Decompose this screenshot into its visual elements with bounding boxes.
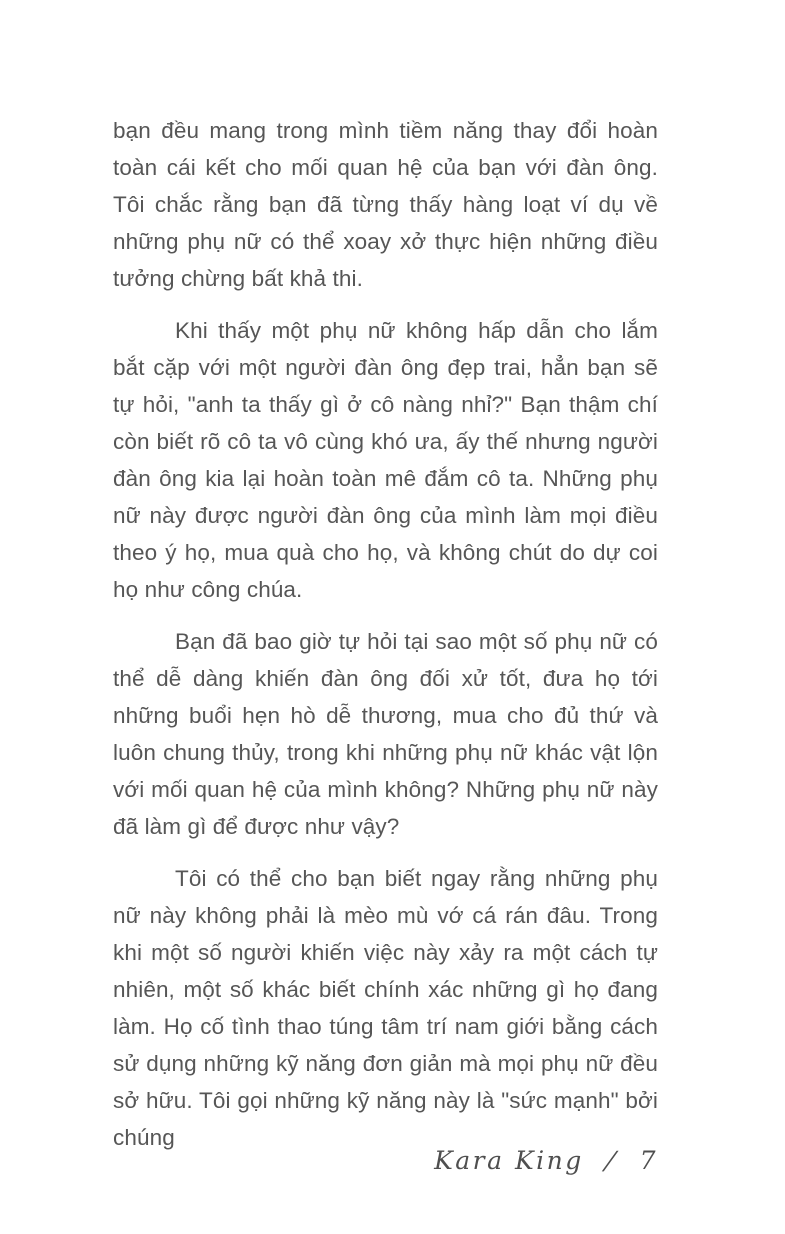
page-footer bbox=[434, 1146, 658, 1175]
paragraph: Tôi có thể cho bạn biết ngay rằng những phụ nữ này không phải là mèo mù vớ cá rán đâu. Trong khi một số người khiến việc này xảy ra một cách tự nhiên, một số khác biết chính xác những gì họ đang làm. Họ cố tình thao túng tâm trí nam giới bằng cách sử dụng những kỹ năng đơn giản mà mọi phụ nữ đều sở hữu. Tôi gọi những kỹ năng này là "sức mạnh" bởi chúng bbox=[113, 866, 658, 1150]
paragraph: Khi thấy một phụ nữ không hấp dẫn cho lắm bắt cặp với một người đàn ông đẹp trai, hẳn bạn sẽ tự hỏi, "anh ta thấy gì ở cô nàng nhỉ?" Bạn thậm chí còn biết rõ cô ta vô cùng khó ưa, ấy thế nhưng người đàn ông kia lại hoàn toàn mê đắm cô ta. Những phụ nữ này được người đàn ông của mình làm mọi điều theo ý họ, mua quà cho họ, và không chút do dự coi họ như công chúa. bbox=[113, 318, 658, 602]
footer-separator: / bbox=[603, 1146, 621, 1175]
paragraph: bạn đều mang trong mình tiềm năng thay đổi hoàn toàn cái kết cho mối quan hệ của bạn với đàn ông. Tôi chắc rằng bạn đã từng thấy hàng loạt ví dụ về những phụ nữ có thể xoay xở thực hiện những điều tưởng chừng bất khả thi. bbox=[113, 118, 658, 291]
text-block bbox=[113, 112, 658, 1156]
footer-author: Kara King bbox=[434, 1146, 584, 1175]
footer-page-number: 7 bbox=[639, 1146, 658, 1175]
paragraph: Bạn đã bao giờ tự hỏi tại sao một số phụ nữ có thể dễ dàng khiến đàn ông đối xử tốt, đưa họ tới những buổi hẹn hò dễ thương, mua cho đủ thứ và luôn chung thủy, trong khi những phụ nữ khác vật lộn với mối quan hệ của mình không? Những phụ nữ này đã làm gì để được như vậy? bbox=[113, 629, 658, 839]
